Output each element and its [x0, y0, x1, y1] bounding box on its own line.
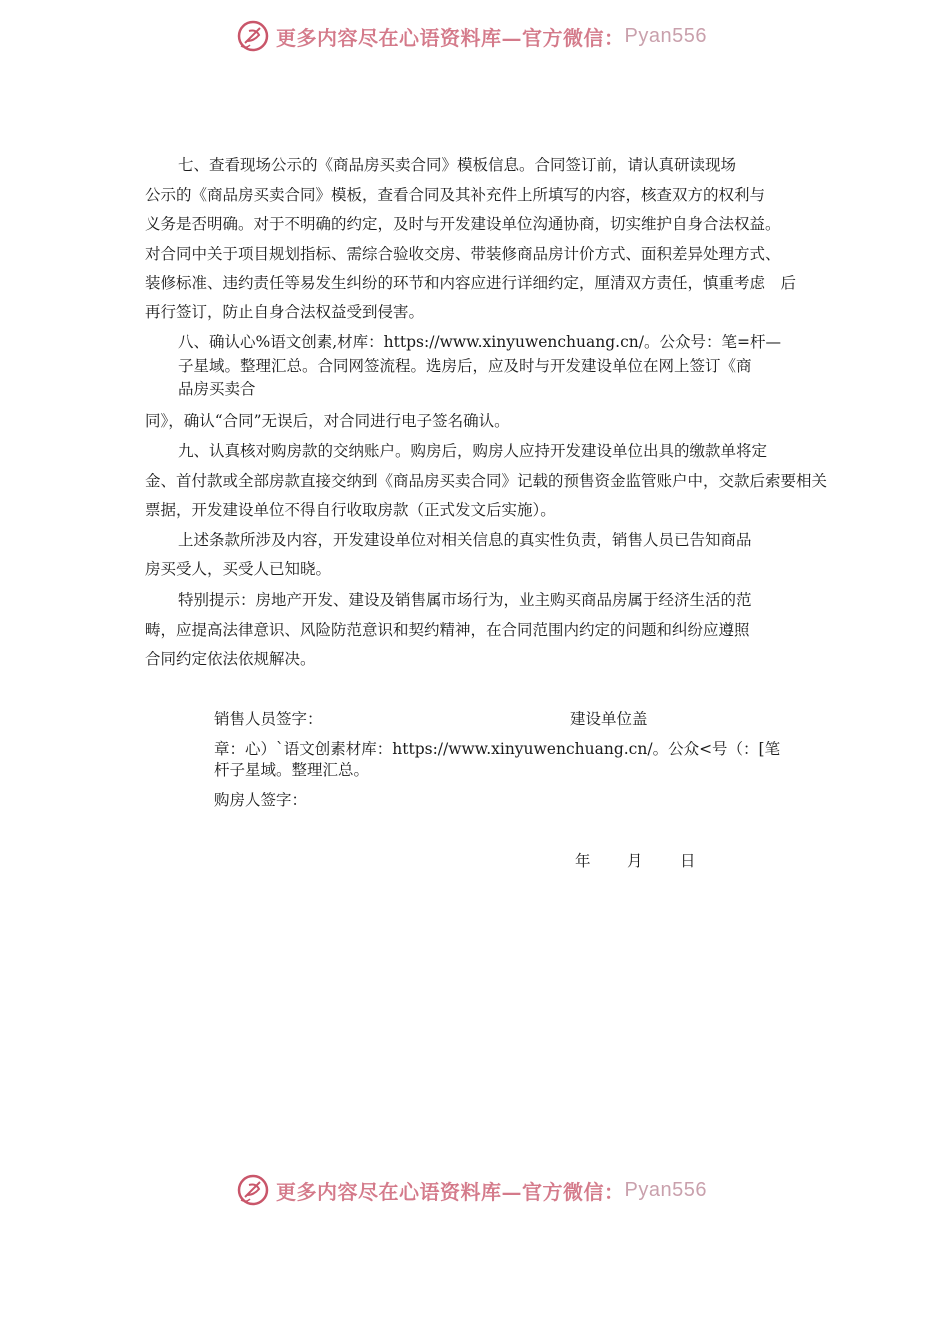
buyer-signature-label: 购房人签字： — [214, 791, 308, 809]
para-8-line-2: 子星域。整理汇总。合同网签流程。选房后，应及时与开发建设单位在网上签订《商 — [178, 357, 752, 375]
para-7-line-4: 对合同中关于项目规划指标、需综合验收交房、带装修商品房计价方式、面积差异处理方式、 — [145, 245, 781, 263]
banner-wechat-id: Pyan556 — [624, 24, 707, 47]
date-day: 日 — [680, 852, 696, 870]
para-10-line-2: 房买受人，买受人已知晓。 — [145, 560, 332, 578]
para-7-line-2: 公示的《商品房买卖合同》模板，查看合同及其补充件上所填写的内容，核查双方的权利与 — [145, 186, 766, 204]
para-9-line-3: 票据，开发建设单位不得自行收取房款（正式发文后实施）。 — [145, 501, 556, 519]
para-11-line-1: 特别提示：房地产开发、建设及销售属市场行为，业主购买商品房属于经济生活的范 — [178, 591, 752, 609]
para-8-line-4: 同》，确认“合同”无误后，对合同进行电子签名确认。 — [145, 412, 510, 430]
logo-icon — [236, 1173, 270, 1207]
banner-wechat-id: Pyan556 — [624, 1178, 707, 1201]
para-7-line-1: 七、查看现场公示的《商品房买卖合同》模板信息。合同签订前，请认真研读现场 — [178, 156, 737, 174]
para-7-line-5: 装修标准、违约责任等易发生纠纷的环节和内容应进行详细约定，厘清双方责任，慎重考虑 后 — [145, 274, 797, 292]
para-10-line-1: 上述条款所涉及内容，开发建设单位对相关信息的真实性负责，销售人员已告知商品 — [178, 531, 752, 549]
para-11-line-2: 畴，应提高法律意识、风险防范意识和契约精神，在合同范围内约定的问题和纠纷应遵照 — [145, 621, 750, 639]
banner-text: 更多内容尽在心语资料库—官方微信： — [276, 1179, 625, 1204]
date-month: 月 — [627, 852, 643, 870]
seal-line-1: 章：心）`语文创素材库：https://www.xinyuwenchuang.cn/。公众<号（：[笔 — [214, 740, 781, 758]
date-year: 年 — [575, 852, 591, 870]
para-9-line-2: 金、首付款或全部房款直接交纳到《商品房买卖合同》记载的预售资金监管账户中，交款后索要相关 — [145, 472, 828, 490]
para-8-line-3: 品房买卖合 — [178, 380, 256, 398]
header-watermark-banner — [236, 16, 736, 56]
para-7-line-6: 再行签订，防止自身合法权益受到侵害。 — [145, 303, 425, 321]
para-8-line-1: 八、确认心%语文创素,材库：https://www.xinyuwenchuang.cn/。公众号：笔=杆— — [178, 333, 781, 351]
para-11-line-3: 合同约定依法依规解决。 — [145, 650, 316, 668]
footer-watermark-banner — [236, 1170, 736, 1210]
para-7-line-3: 义务是否明确。对于不明确的约定，及时与开发建设单位沟通协商，切实维护自身合法权益。 — [145, 215, 781, 233]
logo-icon — [236, 19, 270, 53]
seal-line-2: 杆子星域。整理汇总。 — [214, 761, 370, 779]
sales-signature-label: 销售人员签字： — [214, 710, 323, 728]
para-9-line-1: 九、认真核对购房款的交纳账户。购房后，购房人应持开发建设单位出具的缴款单将定 — [178, 442, 768, 460]
builder-seal-label: 建设单位盖 — [570, 710, 648, 728]
banner-text: 更多内容尽在心语资料库—官方微信： — [276, 25, 625, 50]
